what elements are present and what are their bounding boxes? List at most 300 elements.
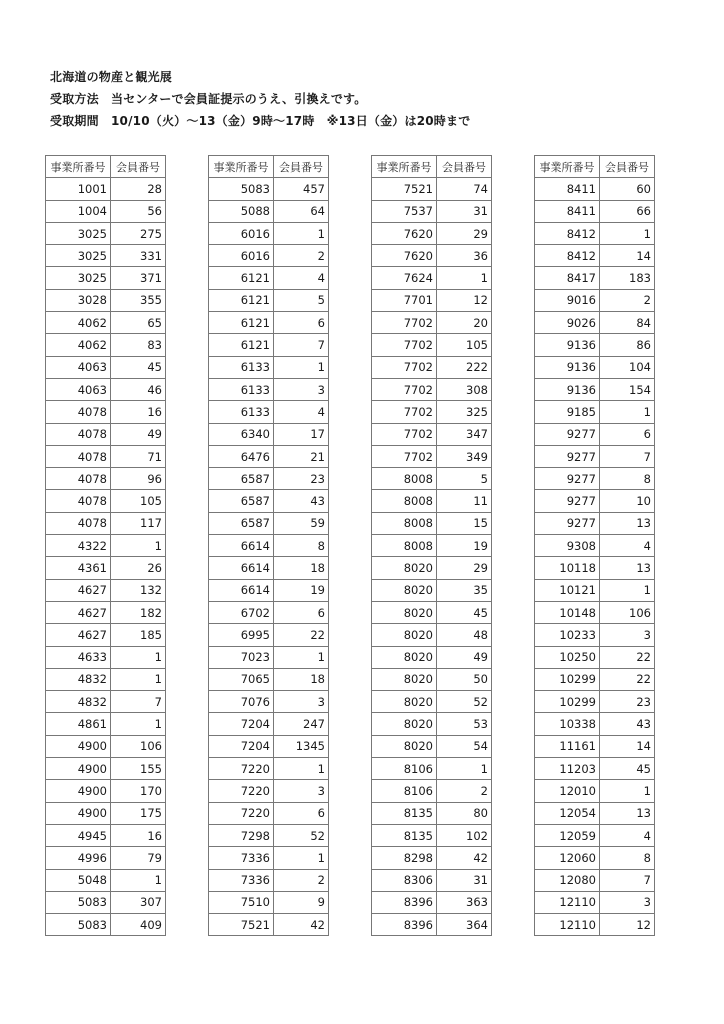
member-number-cell: 275 bbox=[111, 222, 166, 244]
office-number-cell: 8020 bbox=[372, 624, 437, 646]
member-number-cell: 45 bbox=[111, 356, 166, 378]
table-row bbox=[46, 356, 166, 378]
office-number-cell: 4832 bbox=[46, 691, 111, 713]
member-number-cell: 104 bbox=[600, 356, 655, 378]
member-number-cell: 17 bbox=[274, 423, 329, 445]
member-number-cell: 182 bbox=[111, 601, 166, 623]
member-number-cell: 457 bbox=[274, 178, 329, 200]
table-row bbox=[209, 267, 329, 289]
table-row bbox=[535, 914, 655, 936]
member-number-cell: 28 bbox=[111, 178, 166, 200]
member-number-cell: 8 bbox=[600, 468, 655, 490]
member-number-cell: 43 bbox=[600, 713, 655, 735]
office-number-cell: 4832 bbox=[46, 668, 111, 690]
table-row bbox=[372, 668, 492, 690]
office-number-cell: 6476 bbox=[209, 445, 274, 467]
member-number-cell: 52 bbox=[274, 824, 329, 846]
office-number-cell: 4078 bbox=[46, 423, 111, 445]
member-number-cell: 20 bbox=[437, 312, 492, 334]
member-number-cell: 102 bbox=[437, 824, 492, 846]
member-number-cell: 8 bbox=[274, 535, 329, 557]
member-number-cell: 13 bbox=[600, 557, 655, 579]
member-number-cell: 6 bbox=[600, 423, 655, 445]
table-row bbox=[372, 200, 492, 222]
member-number-cell: 1 bbox=[274, 356, 329, 378]
table-row bbox=[46, 267, 166, 289]
member-number-cell: 3 bbox=[600, 891, 655, 913]
member-number-cell: 54 bbox=[437, 735, 492, 757]
table-row bbox=[209, 312, 329, 334]
office-number-cell: 6587 bbox=[209, 512, 274, 534]
office-number-cell: 10121 bbox=[535, 579, 600, 601]
table-row bbox=[209, 869, 329, 891]
member-number-cell: 3 bbox=[274, 378, 329, 400]
table-row bbox=[535, 289, 655, 311]
table-row bbox=[46, 557, 166, 579]
office-number-cell: 10118 bbox=[535, 557, 600, 579]
member-number-header: 会員番号 bbox=[274, 156, 329, 178]
table-row bbox=[535, 847, 655, 869]
member-number-cell: 325 bbox=[437, 401, 492, 423]
member-number-cell: 154 bbox=[600, 378, 655, 400]
member-number-cell: 1 bbox=[111, 713, 166, 735]
office-number-cell: 10233 bbox=[535, 624, 600, 646]
office-number-cell: 6016 bbox=[209, 245, 274, 267]
office-number-cell: 7620 bbox=[372, 245, 437, 267]
member-number-cell: 7 bbox=[600, 445, 655, 467]
office-number-cell: 8411 bbox=[535, 178, 600, 200]
table-row bbox=[46, 512, 166, 534]
office-number-cell: 7701 bbox=[372, 289, 437, 311]
table-row bbox=[46, 535, 166, 557]
member-number-cell: 80 bbox=[437, 802, 492, 824]
table-row bbox=[535, 579, 655, 601]
office-number-cell: 7065 bbox=[209, 668, 274, 690]
office-number-cell: 8020 bbox=[372, 668, 437, 690]
office-number-cell: 8020 bbox=[372, 713, 437, 735]
member-number-cell: 5 bbox=[274, 289, 329, 311]
table-row bbox=[535, 334, 655, 356]
table-row bbox=[372, 758, 492, 780]
office-number-cell: 8412 bbox=[535, 222, 600, 244]
office-number-cell: 9136 bbox=[535, 356, 600, 378]
table-row bbox=[535, 178, 655, 200]
table-row bbox=[209, 512, 329, 534]
table-row bbox=[209, 245, 329, 267]
table-row bbox=[535, 535, 655, 557]
table-row bbox=[46, 222, 166, 244]
office-number-cell: 5083 bbox=[209, 178, 274, 200]
office-number-cell: 5083 bbox=[46, 891, 111, 913]
table-row bbox=[46, 178, 166, 200]
member-number-cell: 16 bbox=[111, 824, 166, 846]
table-row bbox=[372, 579, 492, 601]
table-row bbox=[535, 245, 655, 267]
member-number-cell: 11 bbox=[437, 490, 492, 512]
office-number-cell: 7521 bbox=[209, 914, 274, 936]
member-number-cell: 185 bbox=[111, 624, 166, 646]
table-row bbox=[535, 869, 655, 891]
office-number-cell: 7702 bbox=[372, 356, 437, 378]
table-row bbox=[46, 579, 166, 601]
office-number-cell: 8417 bbox=[535, 267, 600, 289]
office-number-cell: 9136 bbox=[535, 378, 600, 400]
member-number-cell: 15 bbox=[437, 512, 492, 534]
table-row bbox=[372, 847, 492, 869]
table-row bbox=[209, 468, 329, 490]
member-number-cell: 6 bbox=[274, 312, 329, 334]
office-number-cell: 6614 bbox=[209, 579, 274, 601]
member-number-cell: 96 bbox=[111, 468, 166, 490]
office-number-cell: 7702 bbox=[372, 378, 437, 400]
table-row bbox=[209, 222, 329, 244]
office-number-cell: 6614 bbox=[209, 535, 274, 557]
office-number-cell: 12054 bbox=[535, 802, 600, 824]
table-row bbox=[535, 668, 655, 690]
member-number-cell: 1345 bbox=[274, 735, 329, 757]
office-number-cell: 4900 bbox=[46, 735, 111, 757]
member-number-cell: 26 bbox=[111, 557, 166, 579]
table-row bbox=[209, 668, 329, 690]
table-row bbox=[372, 222, 492, 244]
table-row bbox=[372, 691, 492, 713]
table-row bbox=[209, 713, 329, 735]
member-number-cell: 14 bbox=[600, 735, 655, 757]
member-number-cell: 64 bbox=[274, 200, 329, 222]
office-number-cell: 6702 bbox=[209, 601, 274, 623]
member-number-cell: 83 bbox=[111, 334, 166, 356]
office-number-cell: 4945 bbox=[46, 824, 111, 846]
office-number-cell: 8020 bbox=[372, 557, 437, 579]
table-row bbox=[535, 646, 655, 668]
member-number-cell: 18 bbox=[274, 557, 329, 579]
office-number-cell: 8008 bbox=[372, 512, 437, 534]
table-row bbox=[372, 178, 492, 200]
member-number-cell: 132 bbox=[111, 579, 166, 601]
table-row bbox=[372, 735, 492, 757]
member-number-cell: 36 bbox=[437, 245, 492, 267]
member-number-cell: 1 bbox=[600, 222, 655, 244]
member-number-cell: 71 bbox=[111, 445, 166, 467]
table-row bbox=[372, 468, 492, 490]
office-number-cell: 6340 bbox=[209, 423, 274, 445]
office-number-cell: 4063 bbox=[46, 378, 111, 400]
office-number-cell: 4900 bbox=[46, 802, 111, 824]
table-row bbox=[209, 557, 329, 579]
member-number-cell: 60 bbox=[600, 178, 655, 200]
table-row bbox=[372, 289, 492, 311]
table-row bbox=[46, 490, 166, 512]
member-number-cell: 6 bbox=[274, 802, 329, 824]
table-row bbox=[535, 468, 655, 490]
table-row bbox=[372, 490, 492, 512]
member-number-cell: 19 bbox=[437, 535, 492, 557]
office-number-cell: 6133 bbox=[209, 378, 274, 400]
member-number-cell: 50 bbox=[437, 668, 492, 690]
member-number-cell: 409 bbox=[111, 914, 166, 936]
member-number-cell: 29 bbox=[437, 222, 492, 244]
office-number-cell: 9308 bbox=[535, 535, 600, 557]
office-number-cell: 7702 bbox=[372, 334, 437, 356]
member-number-cell: 2 bbox=[437, 780, 492, 802]
member-number-cell: 22 bbox=[274, 624, 329, 646]
member-number-cell: 1 bbox=[274, 758, 329, 780]
member-number-cell: 308 bbox=[437, 378, 492, 400]
table-row bbox=[535, 824, 655, 846]
table-row bbox=[372, 267, 492, 289]
office-number-cell: 8008 bbox=[372, 468, 437, 490]
office-number-cell: 7204 bbox=[209, 735, 274, 757]
member-number-cell: 65 bbox=[111, 312, 166, 334]
office-number-cell: 4078 bbox=[46, 401, 111, 423]
office-number-cell: 12110 bbox=[535, 891, 600, 913]
member-number-cell: 363 bbox=[437, 891, 492, 913]
table-row bbox=[209, 200, 329, 222]
office-number-cell: 4078 bbox=[46, 490, 111, 512]
table-row bbox=[46, 668, 166, 690]
table-row bbox=[46, 758, 166, 780]
office-number-cell: 7702 bbox=[372, 401, 437, 423]
office-number-cell: 6121 bbox=[209, 334, 274, 356]
table-row bbox=[209, 490, 329, 512]
member-number-cell: 45 bbox=[600, 758, 655, 780]
member-number-header: 会員番号 bbox=[111, 156, 166, 178]
member-number-cell: 79 bbox=[111, 847, 166, 869]
office-number-cell: 8008 bbox=[372, 490, 437, 512]
office-number-cell: 3025 bbox=[46, 245, 111, 267]
office-number-cell: 7204 bbox=[209, 713, 274, 735]
table-row bbox=[535, 222, 655, 244]
office-number-cell: 6133 bbox=[209, 356, 274, 378]
table-row bbox=[535, 891, 655, 913]
office-number-cell: 10250 bbox=[535, 646, 600, 668]
office-number-cell: 9277 bbox=[535, 423, 600, 445]
member-number-cell: 2 bbox=[600, 289, 655, 311]
office-number-cell: 4627 bbox=[46, 579, 111, 601]
table-row bbox=[46, 601, 166, 623]
member-number-cell: 1 bbox=[274, 222, 329, 244]
table-row bbox=[209, 780, 329, 802]
member-number-cell: 2 bbox=[274, 245, 329, 267]
pickup-period: 受取期間 10/10（火）～13（金）9時～17時 ※13日（金）は20時まで bbox=[50, 114, 471, 128]
office-number-cell: 4900 bbox=[46, 780, 111, 802]
member-number-cell: 31 bbox=[437, 200, 492, 222]
office-number-cell: 3025 bbox=[46, 222, 111, 244]
office-number-cell: 7220 bbox=[209, 802, 274, 824]
office-number-cell: 8135 bbox=[372, 824, 437, 846]
office-number-cell: 4996 bbox=[46, 847, 111, 869]
member-number-cell: 3 bbox=[274, 780, 329, 802]
office-number-cell: 8020 bbox=[372, 579, 437, 601]
member-table-2 bbox=[208, 155, 329, 936]
office-number-cell: 4078 bbox=[46, 468, 111, 490]
member-number-cell: 183 bbox=[600, 267, 655, 289]
table-row bbox=[46, 200, 166, 222]
office-number-cell: 8306 bbox=[372, 869, 437, 891]
table-row bbox=[535, 713, 655, 735]
table-row bbox=[209, 334, 329, 356]
member-number-cell: 364 bbox=[437, 914, 492, 936]
office-number-cell: 7521 bbox=[372, 178, 437, 200]
member-number-cell: 4 bbox=[600, 824, 655, 846]
office-number-cell: 9016 bbox=[535, 289, 600, 311]
member-number-cell: 12 bbox=[437, 289, 492, 311]
table-row bbox=[535, 401, 655, 423]
office-number-cell: 1004 bbox=[46, 200, 111, 222]
table-row bbox=[535, 267, 655, 289]
office-number-cell: 7220 bbox=[209, 780, 274, 802]
office-number-cell: 9277 bbox=[535, 512, 600, 534]
office-number-cell: 6121 bbox=[209, 267, 274, 289]
member-number-cell: 45 bbox=[437, 601, 492, 623]
office-number-cell: 7023 bbox=[209, 646, 274, 668]
table-row bbox=[372, 245, 492, 267]
table-row bbox=[372, 780, 492, 802]
member-number-cell: 4 bbox=[274, 267, 329, 289]
table-row bbox=[46, 847, 166, 869]
member-number-cell: 49 bbox=[437, 646, 492, 668]
office-number-cell: 9026 bbox=[535, 312, 600, 334]
table-row bbox=[372, 378, 492, 400]
office-number-cell: 11161 bbox=[535, 735, 600, 757]
office-number-cell: 4062 bbox=[46, 312, 111, 334]
table-row bbox=[46, 713, 166, 735]
office-number-cell: 6587 bbox=[209, 468, 274, 490]
table-row bbox=[535, 780, 655, 802]
member-number-cell: 175 bbox=[111, 802, 166, 824]
table-row bbox=[209, 178, 329, 200]
office-number-cell: 8298 bbox=[372, 847, 437, 869]
office-number-header: 事業所番号 bbox=[209, 156, 274, 178]
table-row bbox=[209, 579, 329, 601]
member-number-cell: 74 bbox=[437, 178, 492, 200]
member-number-cell: 56 bbox=[111, 200, 166, 222]
office-number-cell: 12059 bbox=[535, 824, 600, 846]
office-number-cell: 7537 bbox=[372, 200, 437, 222]
member-number-cell: 7 bbox=[111, 691, 166, 713]
table-row bbox=[535, 758, 655, 780]
office-number-cell: 9277 bbox=[535, 445, 600, 467]
table-row bbox=[372, 824, 492, 846]
table-row bbox=[46, 334, 166, 356]
office-number-cell: 8396 bbox=[372, 914, 437, 936]
office-number-cell: 7298 bbox=[209, 824, 274, 846]
office-number-cell: 7510 bbox=[209, 891, 274, 913]
member-number-cell: 347 bbox=[437, 423, 492, 445]
office-number-cell: 5048 bbox=[46, 869, 111, 891]
table-row bbox=[209, 691, 329, 713]
member-number-cell: 22 bbox=[600, 646, 655, 668]
member-number-cell: 155 bbox=[111, 758, 166, 780]
member-number-cell: 42 bbox=[274, 914, 329, 936]
member-number-cell: 7 bbox=[274, 334, 329, 356]
member-number-cell: 1 bbox=[600, 401, 655, 423]
member-number-cell: 106 bbox=[111, 735, 166, 757]
office-number-cell: 7620 bbox=[372, 222, 437, 244]
member-number-cell: 1 bbox=[274, 646, 329, 668]
table-row bbox=[46, 914, 166, 936]
member-table-4 bbox=[534, 155, 655, 936]
office-number-cell: 8020 bbox=[372, 601, 437, 623]
member-number-cell: 31 bbox=[437, 869, 492, 891]
member-number-cell: 4 bbox=[274, 401, 329, 423]
office-number-cell: 4900 bbox=[46, 758, 111, 780]
table-row bbox=[372, 535, 492, 557]
office-number-cell: 6016 bbox=[209, 222, 274, 244]
member-number-cell: 66 bbox=[600, 200, 655, 222]
office-number-cell: 7702 bbox=[372, 312, 437, 334]
member-number-cell: 48 bbox=[437, 624, 492, 646]
table-row bbox=[46, 780, 166, 802]
office-number-cell: 4322 bbox=[46, 535, 111, 557]
table-row bbox=[46, 312, 166, 334]
office-number-cell: 4078 bbox=[46, 512, 111, 534]
member-number-cell: 22 bbox=[600, 668, 655, 690]
table-row bbox=[46, 624, 166, 646]
member-number-cell: 331 bbox=[111, 245, 166, 267]
member-number-cell: 16 bbox=[111, 401, 166, 423]
table-row bbox=[46, 646, 166, 668]
member-number-cell: 2 bbox=[274, 869, 329, 891]
table-row bbox=[46, 289, 166, 311]
table-row bbox=[46, 245, 166, 267]
member-number-cell: 53 bbox=[437, 713, 492, 735]
member-number-cell: 1 bbox=[111, 668, 166, 690]
table-row bbox=[372, 802, 492, 824]
member-number-cell: 23 bbox=[600, 691, 655, 713]
office-number-cell: 10148 bbox=[535, 601, 600, 623]
office-number-cell: 7624 bbox=[372, 267, 437, 289]
office-number-cell: 9277 bbox=[535, 490, 600, 512]
member-number-cell: 29 bbox=[437, 557, 492, 579]
office-number-cell: 8008 bbox=[372, 535, 437, 557]
office-number-cell: 4361 bbox=[46, 557, 111, 579]
office-number-cell: 7220 bbox=[209, 758, 274, 780]
table-row bbox=[209, 445, 329, 467]
table-row bbox=[46, 824, 166, 846]
table-row bbox=[46, 468, 166, 490]
office-number-header: 事業所番号 bbox=[372, 156, 437, 178]
member-number-cell: 7 bbox=[600, 869, 655, 891]
office-number-cell: 6995 bbox=[209, 624, 274, 646]
office-number-cell: 9185 bbox=[535, 401, 600, 423]
member-number-cell: 42 bbox=[437, 847, 492, 869]
table-row bbox=[535, 356, 655, 378]
member-number-cell: 105 bbox=[437, 334, 492, 356]
member-number-cell: 222 bbox=[437, 356, 492, 378]
table-row bbox=[46, 378, 166, 400]
table-row bbox=[372, 557, 492, 579]
table-row bbox=[535, 312, 655, 334]
member-number-cell: 1 bbox=[111, 646, 166, 668]
table-row bbox=[535, 378, 655, 400]
member-number-cell: 307 bbox=[111, 891, 166, 913]
office-number-cell: 4063 bbox=[46, 356, 111, 378]
table-row bbox=[209, 802, 329, 824]
table-row bbox=[209, 735, 329, 757]
table-row bbox=[209, 535, 329, 557]
member-number-cell: 52 bbox=[437, 691, 492, 713]
table-row bbox=[46, 423, 166, 445]
table-row bbox=[372, 512, 492, 534]
member-number-cell: 35 bbox=[437, 579, 492, 601]
table-row bbox=[209, 891, 329, 913]
table-row bbox=[209, 356, 329, 378]
table-row bbox=[372, 401, 492, 423]
office-number-cell: 3028 bbox=[46, 289, 111, 311]
office-number-cell: 10299 bbox=[535, 668, 600, 690]
member-number-cell: 13 bbox=[600, 802, 655, 824]
